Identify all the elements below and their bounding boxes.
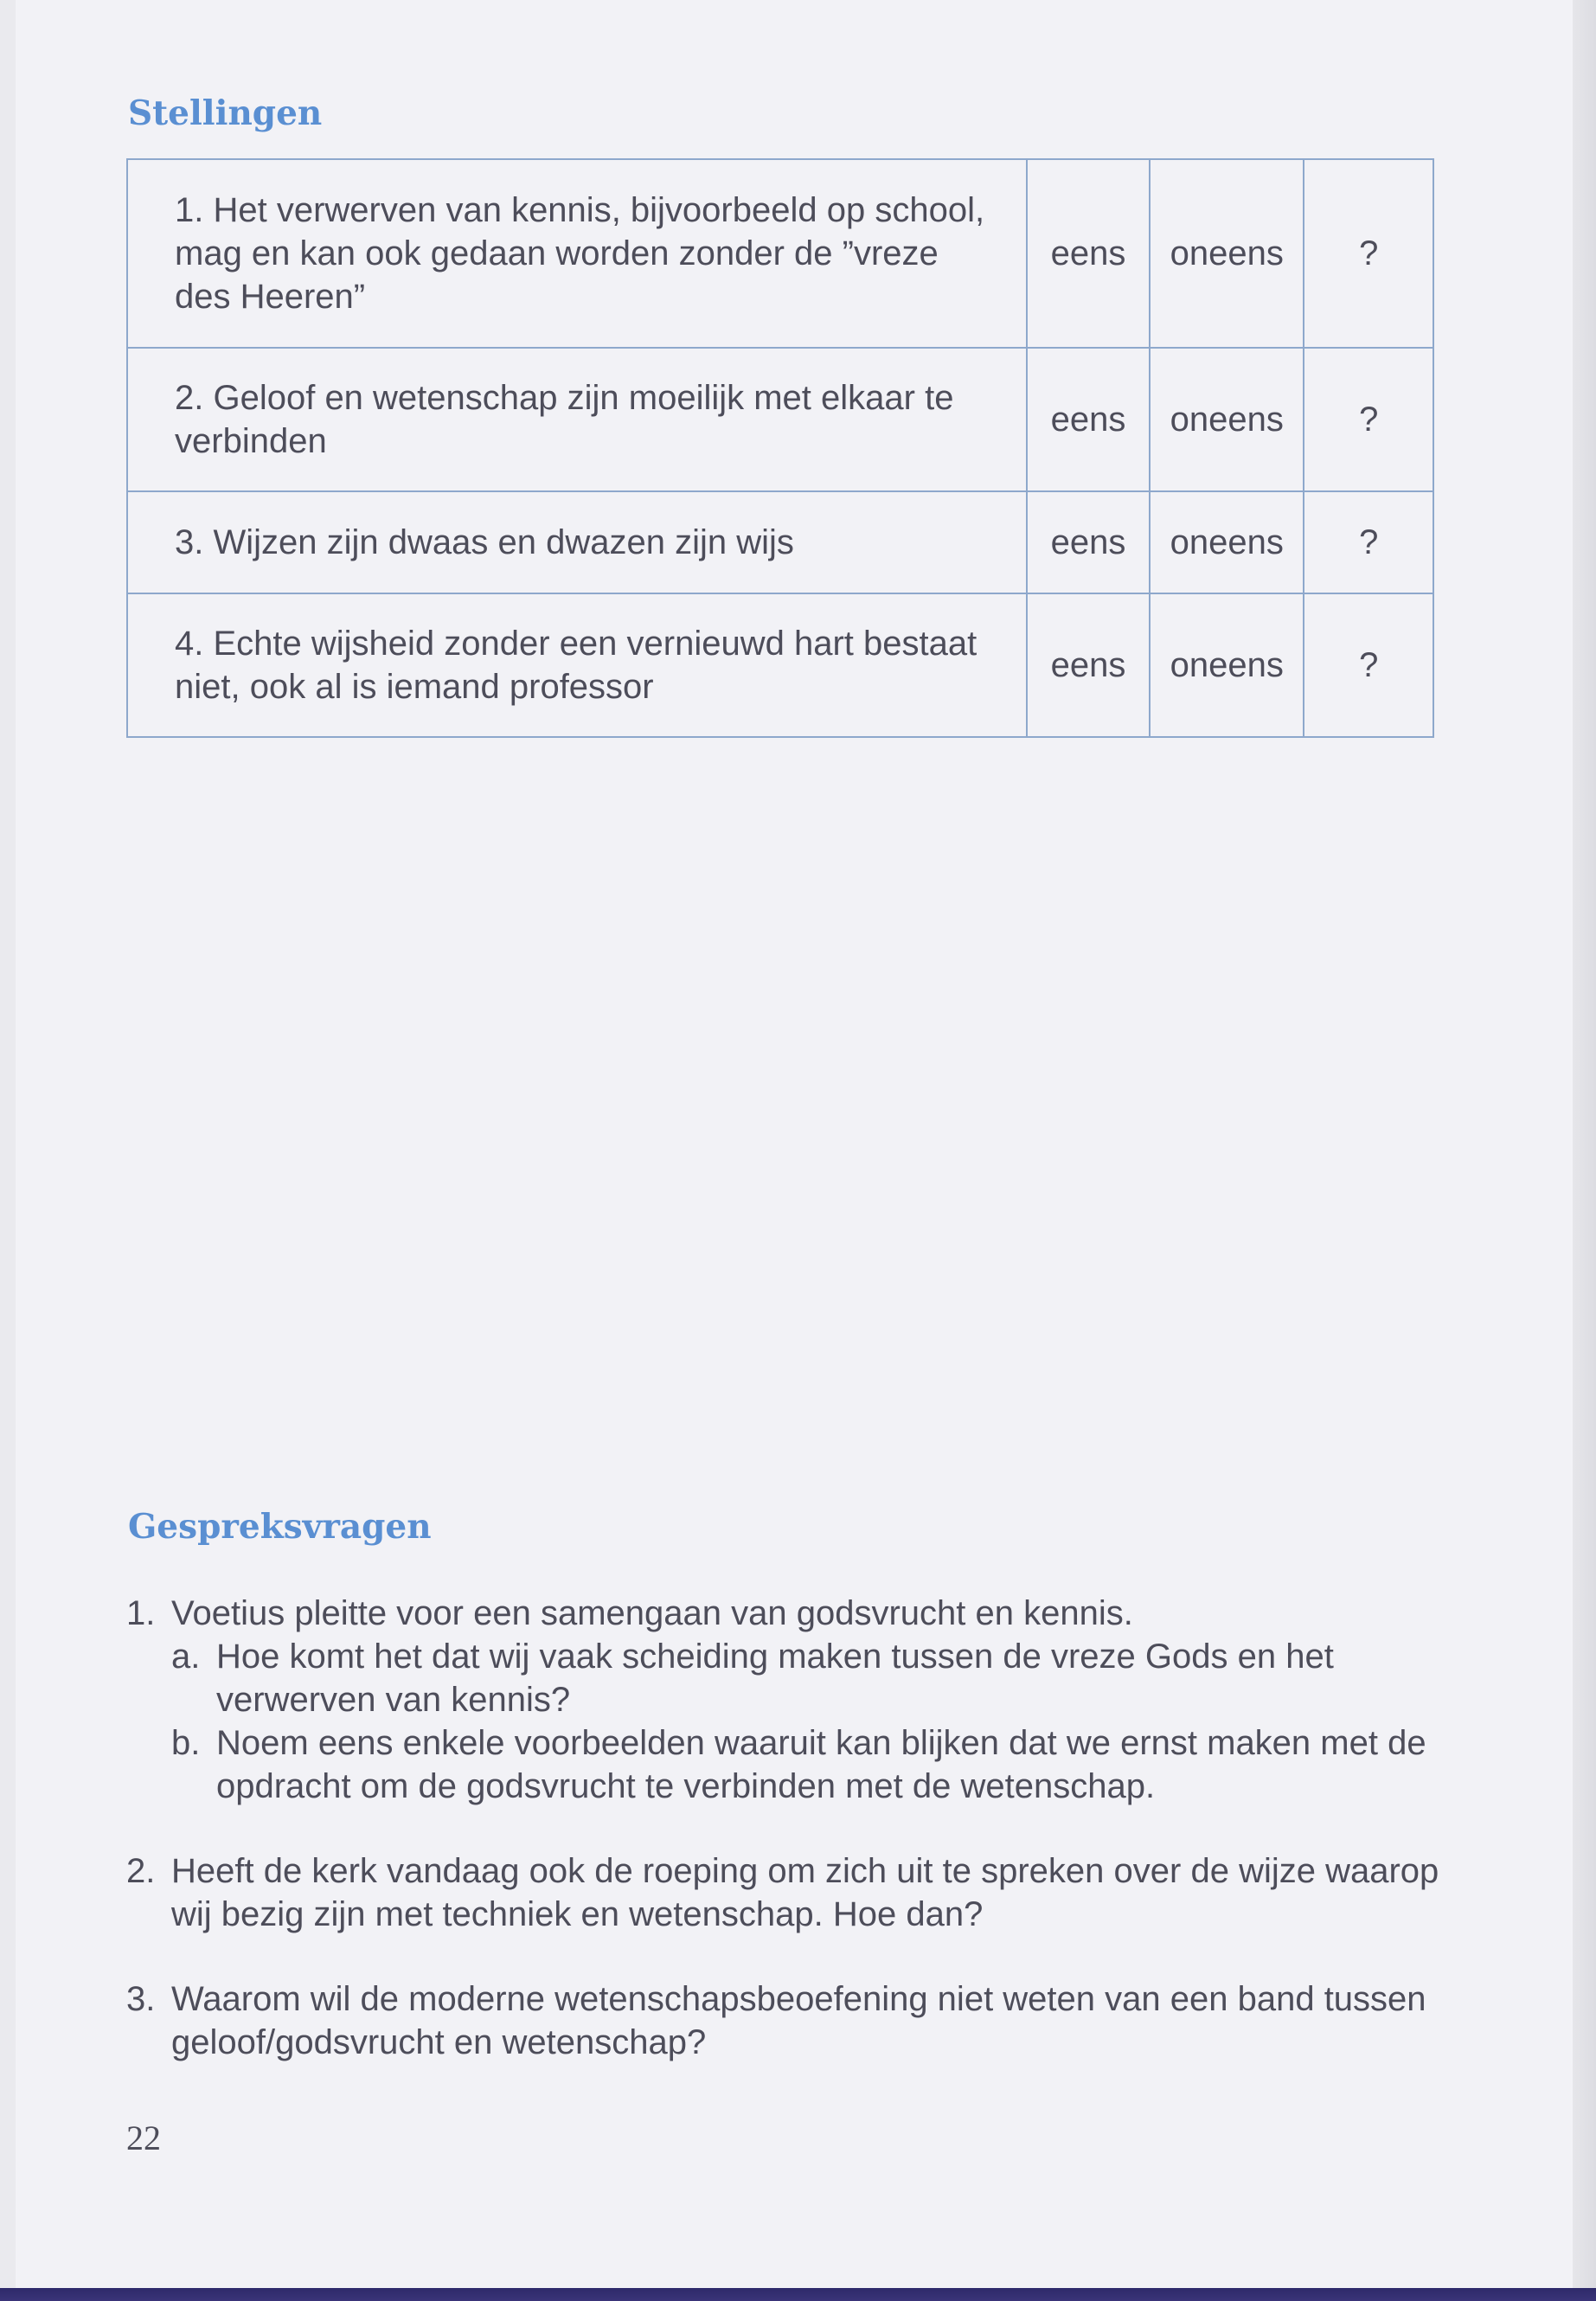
sub-question	[171, 1635, 1441, 1721]
spacer	[126, 1808, 1441, 1849]
option-agree[interactable]: eens	[1027, 348, 1150, 491]
stellingen-heading: Stellingen	[128, 93, 323, 133]
statement-row	[127, 159, 1433, 348]
question-text: Voetius pleitte voor een samengaan van godsvrucht en kennis.	[171, 1594, 1133, 1632]
statement-row	[127, 348, 1433, 491]
sub-question-text: Noem eens enkele voorbeelden waaruit kan blijken dat we ernst maken met de opdracht om de godsvrucht te verbinden met de wetenschap.	[216, 1724, 1426, 1805]
question-item	[126, 1977, 1441, 2064]
statement-text: 1. Het verwerven van kennis, bijvoorbeeld op school, mag en kan ook gedaan worden zonder de ”vreze des Heeren”	[127, 159, 1027, 348]
question-list	[126, 1592, 1441, 2064]
question-number: 1.	[126, 1594, 156, 1632]
option-disagree[interactable]: oneens	[1150, 159, 1304, 348]
question-text: Waarom wil de moderne wetenschapsbeoefening niet weten van een band tussen geloof/godsvrucht en wetenschap?	[171, 1980, 1426, 2061]
question-item	[126, 1592, 1441, 1808]
option-unsure[interactable]: ?	[1304, 159, 1433, 348]
option-disagree[interactable]: oneens	[1150, 593, 1304, 737]
sub-question-text: Hoe komt het dat wij vaak scheiding maken tussen de vreze Gods en het verwerven van kennis?	[216, 1638, 1334, 1719]
page-edge	[1573, 0, 1596, 2301]
statement-text: 4. Echte wijsheid zonder een vernieuwd hart bestaat niet, ook al is iemand professor	[127, 593, 1027, 737]
spacer	[126, 1936, 1441, 1977]
cover-edge	[0, 2288, 1596, 2301]
sub-question-mark: b.	[171, 1724, 201, 1762]
question-text: Heeft de kerk vandaag ook de roeping om zich uit te spreken over de wijze waarop wij bezig zijn met techniek en wetenschap. Hoe dan?	[171, 1852, 1439, 1933]
question-number: 3.	[126, 1980, 156, 2018]
sub-question	[171, 1721, 1441, 1808]
gespreksvragen-heading: Gespreksvragen	[128, 1507, 432, 1547]
page-number: 22	[126, 2118, 161, 2157]
sub-question-mark: a.	[171, 1638, 201, 1676]
question-item	[126, 1849, 1441, 1936]
option-unsure[interactable]: ?	[1304, 491, 1433, 593]
statements-table	[126, 158, 1434, 738]
option-unsure[interactable]: ?	[1304, 593, 1433, 737]
option-agree[interactable]: eens	[1027, 491, 1150, 593]
option-disagree[interactable]: oneens	[1150, 348, 1304, 491]
statement-text: 3. Wijzen zijn dwaas en dwazen zijn wijs	[127, 491, 1027, 593]
statement-text: 2. Geloof en wetenschap zijn moeilijk met elkaar te verbinden	[127, 348, 1027, 491]
option-disagree[interactable]: oneens	[1150, 491, 1304, 593]
statement-row	[127, 491, 1433, 593]
question-number: 2.	[126, 1852, 156, 1890]
option-agree[interactable]: eens	[1027, 593, 1150, 737]
option-unsure[interactable]: ?	[1304, 348, 1433, 491]
statement-row	[127, 593, 1433, 737]
option-agree[interactable]: eens	[1027, 159, 1150, 348]
